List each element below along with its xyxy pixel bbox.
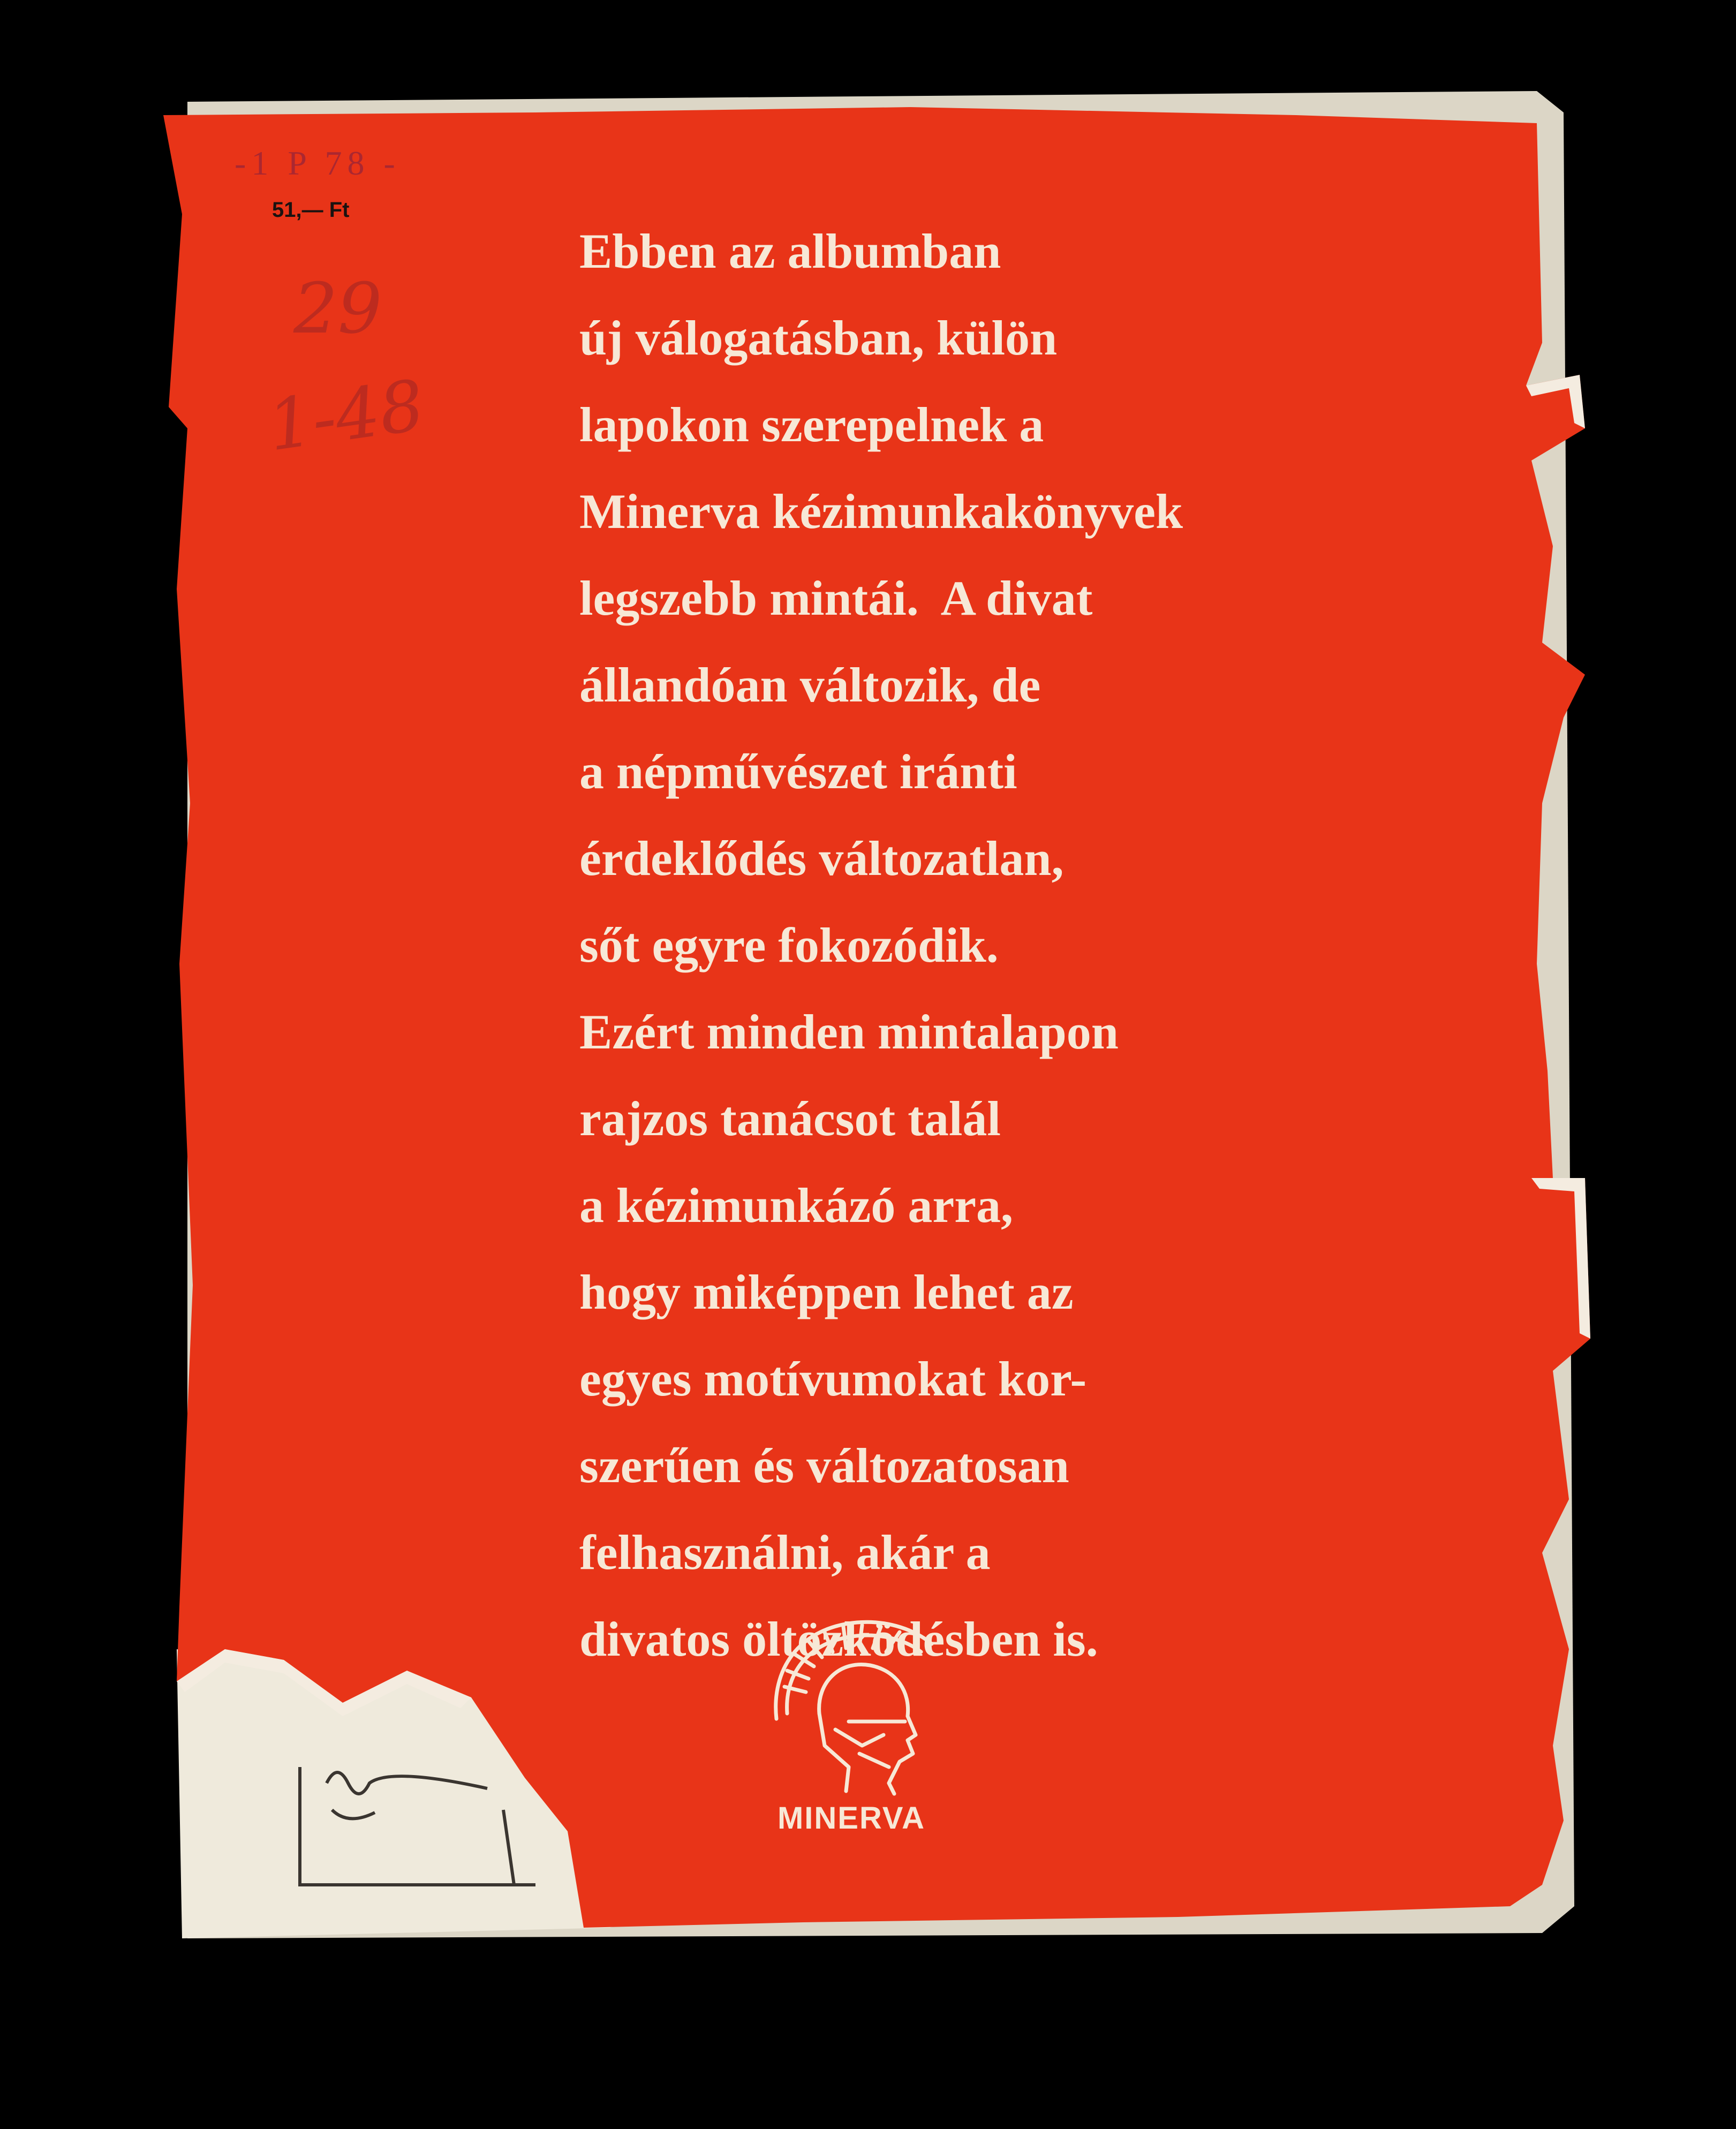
blurb-line: Ezért minden mintalapon: [579, 1005, 1119, 1059]
blurb-line: lapokon szerepelnek a: [579, 397, 1044, 452]
price-label: 51,— Ft: [272, 198, 350, 222]
blurb-line: rajzos tanácsot talál: [579, 1091, 1001, 1146]
blurb-line: legszebb mintái. A divat: [579, 571, 1093, 625]
blurb-line: hogy miképpen lehet az: [579, 1265, 1074, 1319]
publisher-logo-label: MINERVA: [777, 1801, 926, 1836]
blurb-line: egyes motívumokat kor-: [579, 1352, 1087, 1406]
cover-blurb: [579, 208, 1318, 1682]
blurb-line: felhasználni, akár a: [579, 1525, 991, 1580]
handwritten-note: 1-48: [262, 364, 429, 467]
blurb-line: állandóan változik, de: [579, 658, 1041, 712]
blurb-line: a népművészet iránti: [579, 744, 1017, 799]
blurb-line: a kézimunkázó arra,: [579, 1178, 1014, 1233]
library-stamp: -1 P 78 -: [235, 144, 401, 182]
blurb-line: érdeklődés változatlan,: [579, 831, 1064, 886]
helmeted-warrior-head-icon: [755, 1606, 948, 1799]
blurb-line: Minerva kézimunkakönyvek: [579, 484, 1183, 539]
blurb-line: szerűen és változatosan: [579, 1438, 1069, 1493]
blurb-line: Ebben az albumban: [579, 224, 1001, 278]
handwritten-note: 29: [293, 268, 382, 349]
blurb-line: divatos öltözködésben is.: [579, 1612, 1098, 1666]
blurb-line: új válogatásban, külön: [579, 311, 1058, 365]
blurb-line: sőt egyre fokozódik.: [579, 918, 999, 972]
